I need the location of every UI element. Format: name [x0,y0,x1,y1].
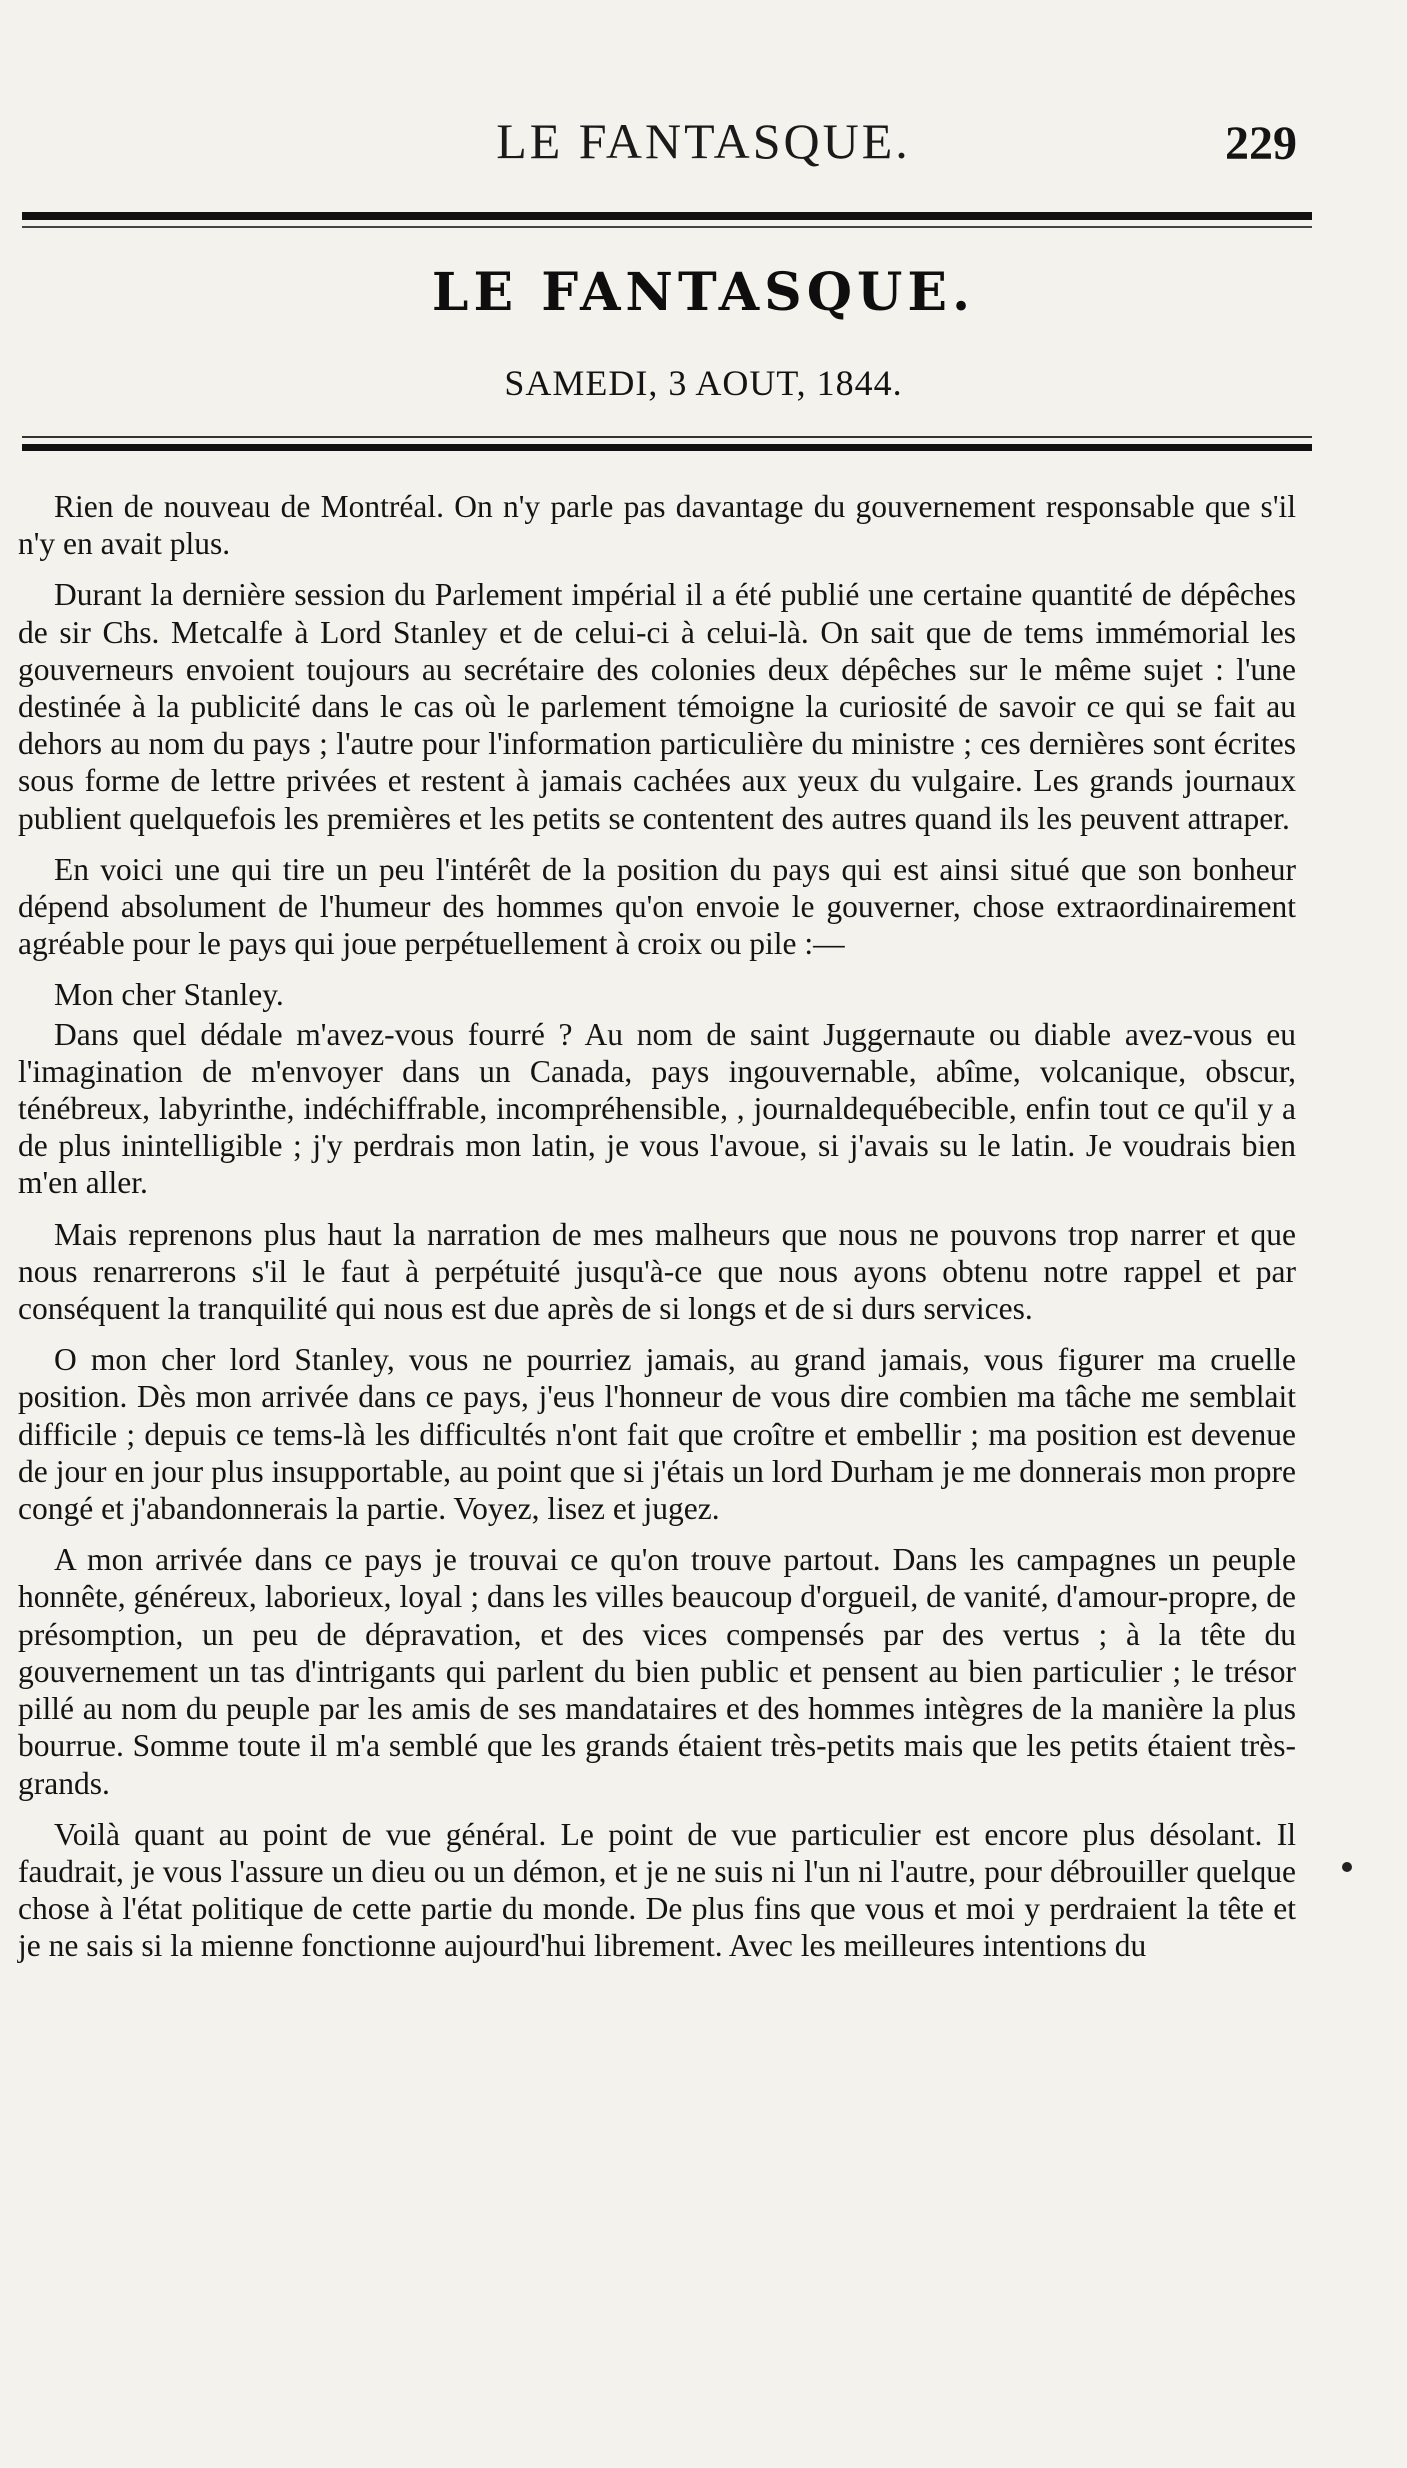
masthead-title: LE FANTASQUE. [431,262,976,323]
masthead-rule-thin [22,436,1312,438]
ink-speck [1342,1862,1352,1872]
running-title: LE FANTASQUE. [496,113,911,169]
issue-date: SAMEDI, 3 AOUT, 1844. [504,363,903,403]
article-paragraph: Voilà quant au point de vue général. Le point de vue particulier est encore plus désolant. Il faudrait, je vous l'assure un dieu ou un démon, et je ne suis ni l'un ni l'autre, pour débrouiller quelque chose à l'état politique de cette partie du monde. De plus fins que vous et moi y perdraient la tête et je ne sais si la mienne fonctionne aujourd'hui librement. Avec les meilleures intentions du [18,1816,1296,1964]
article-paragraph: A mon arrivée dans ce pays je trouvai ce qu'on trouve partout. Dans les campagnes un peuple honnête, généreux, laborieux, loyal ; dans les villes beaucoup d'orgueil, de vanité, d'amour-propre, de présomption, un peu de dépravation, et des vices compensés par des vertus ; à la tête du gouvernement un tas d'intrigants qui parlent du bien public et pensent au bien particulier ; le trésor pillé au nom du peuple par les amis de ses mandataires et des hommes intègres de la manière la plus bourrue. Somme toute il m'a semblé que les grands étaient très-petits mais que les petits étaient très-grands. [18,1542,1296,1801]
masthead-rule-thick [22,444,1312,451]
letter-salutation: Mon cher Stanley. [54,977,284,1013]
article-body [18,488,1296,1979]
page-number: 229 [1225,117,1297,170]
article-paragraph: Dans quel dédale m'avez-vous fourré ? Au nom de saint Juggernaute ou diable avez-vous eu l'imagination de m'envoyer dans un Canada, pays ingouvernable, abîme, volcanique, obscur, ténébreux, labyrinthe, indéchiffrable, incompréhensible, , journaldequébecible, enfin tout ce qu'il y a de plus inintelligible ; j'y perdrais mon latin, je vous l'avoue, si j'avais su le latin. Je voudrais bien m'en aller. [18,1016,1296,1201]
article-paragraph: O mon cher lord Stanley, vous ne pourriez jamais, au grand jamais, vous figurer ma cruelle position. Dès mon arrivée dans ce pays, j'eus l'honneur de vous dire combien ma tâche me semblait difficile ; depuis ce tems-là les difficultés n'ont fait que croître et embellir ; ma position est devenue de jour en jour plus insupportable, au point que si j'étais un lord Durham je me donnerais mon propre congé et j'abandonnerais la partie. Voyez, lisez et jugez. [18,1342,1296,1527]
header-rule-thick [22,212,1312,220]
article-paragraph: Durant la dernière session du Parlement impérial il a été publié une certaine quantité de dépêches de sir Chs. Metcalfe à Lord Stanley et de celui-ci à celui-là. On sait que de tems immémorial les gouverneurs envoient toujours au secrétaire des colonies deux dépêches sur le même sujet : l'une destinée à la publicité dans le cas où le parlement témoigne la curiosité de savoir ce qui se fait au dehors au nom du pays ; l'autre pour l'information particulière du ministre ; ces dernières sont écrites sous forme de lettre privées et restent à jamais cachées aux yeux du vulgaire. Les grands journaux publient quelquefois les premières et les petits se contentent des autres quand ils les peuvent attraper. [18,577,1296,836]
article-paragraph: En voici une qui tire un peu l'intérêt de la position du pays qui est ainsi situé que son bonheur dépend absolument de l'humeur des hommes qu'on envoie le gouverner, chose extraordinairement agréable pour le pays qui joue perpétuellement à croix ou pile :— [18,851,1296,962]
article-paragraph: Mais reprenons plus haut la narration de mes malheurs que nous ne pouvons trop narrer et que nous renarrerons s'il le faut à perpétuité jusqu'à-ce que nous ayons obtenu notre rappel et par conséquent la tranquilité qui nous est due après de si longs et de si durs services. [18,1216,1296,1327]
header-rule-thin [22,226,1312,228]
article-paragraph: Rien de nouveau de Montréal. On n'y parle pas davantage du gouvernement responsable que s'il n'y en avait plus. [18,489,1296,562]
